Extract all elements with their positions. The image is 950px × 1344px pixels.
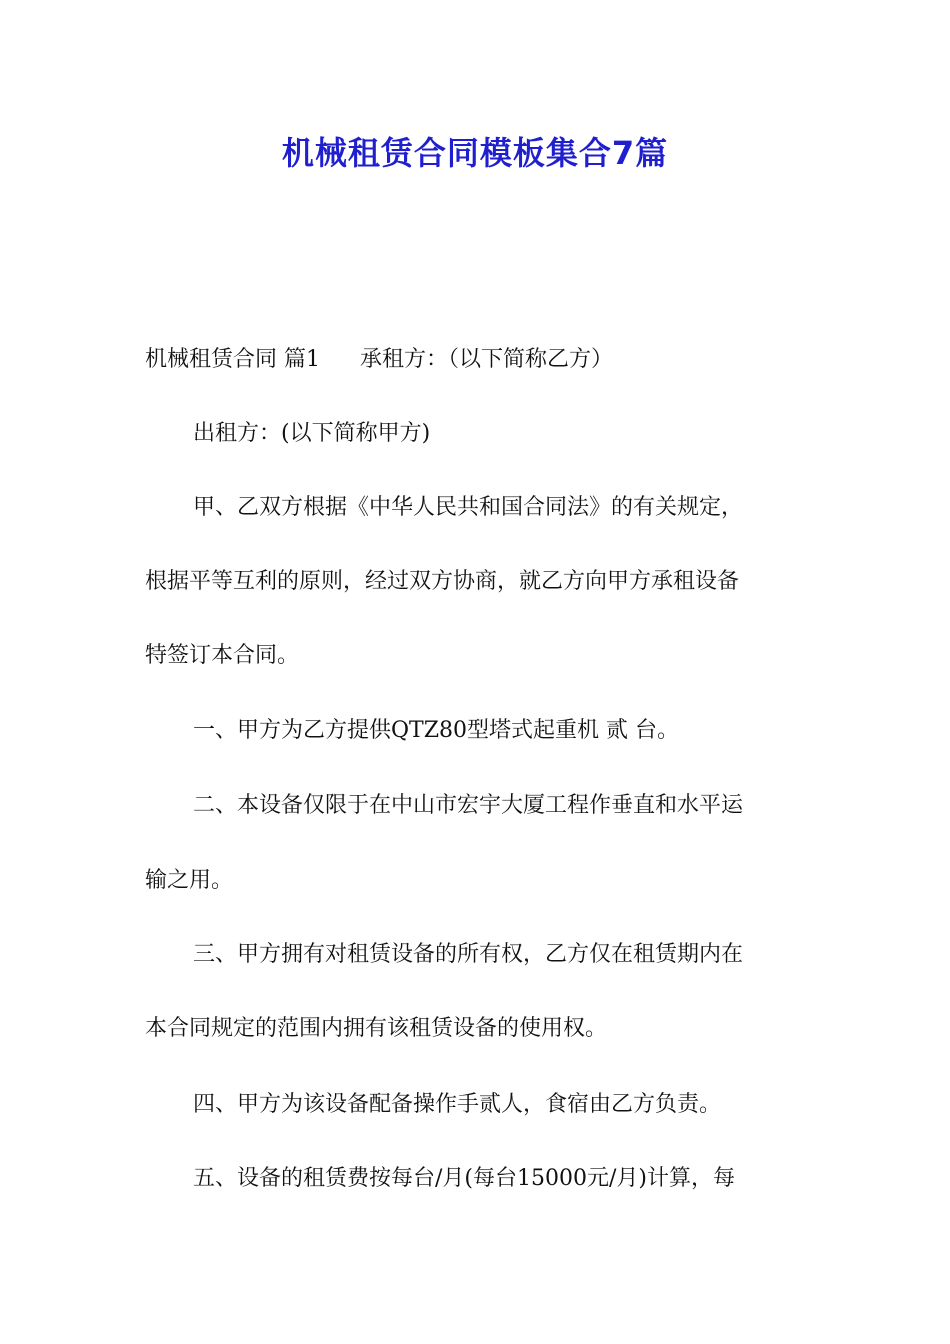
paragraph-line: 特签订本合同。 — [145, 643, 300, 668]
line-lessor: 出租方：(以下简称甲方) — [193, 421, 431, 446]
clause-1: 一、甲方为乙方提供QTZ80型塔式起重机 贰 台。 — [193, 718, 679, 743]
line-contract-heading — [145, 345, 613, 375]
clause-5: 五、设备的租赁费按每台/月(每台15000元/月)计算，每 — [193, 1166, 735, 1191]
clause-2: 二、本设备仅限于在中山市宏宇大厦工程作垂直和水平运 — [193, 793, 744, 818]
clause-3: 三、甲方拥有对租赁设备的所有权，乙方仅在租赁期内在 — [193, 942, 744, 967]
clause-4: 四、甲方为该设备配备操作手贰人，食宿由乙方负责。 — [193, 1092, 722, 1117]
clause-3-cont: 本合同规定的范围内拥有该租赁设备的使用权。 — [145, 1016, 608, 1041]
clause-2-cont: 输之用。 — [145, 868, 234, 893]
section-label: 机械租赁合同 篇1 — [145, 347, 320, 372]
paragraph-line: 根据平等互利的原则，经过双方协商，就乙方向甲方承租设备 — [145, 569, 740, 594]
document-title: 机械租赁合同模板集合7篇 — [281, 134, 669, 172]
paragraph-line: 甲、乙双方根据《中华人民共和国合同法》的有关规定， — [193, 495, 744, 520]
lessee-label: 承租方：（以下简称乙方） — [360, 347, 614, 372]
